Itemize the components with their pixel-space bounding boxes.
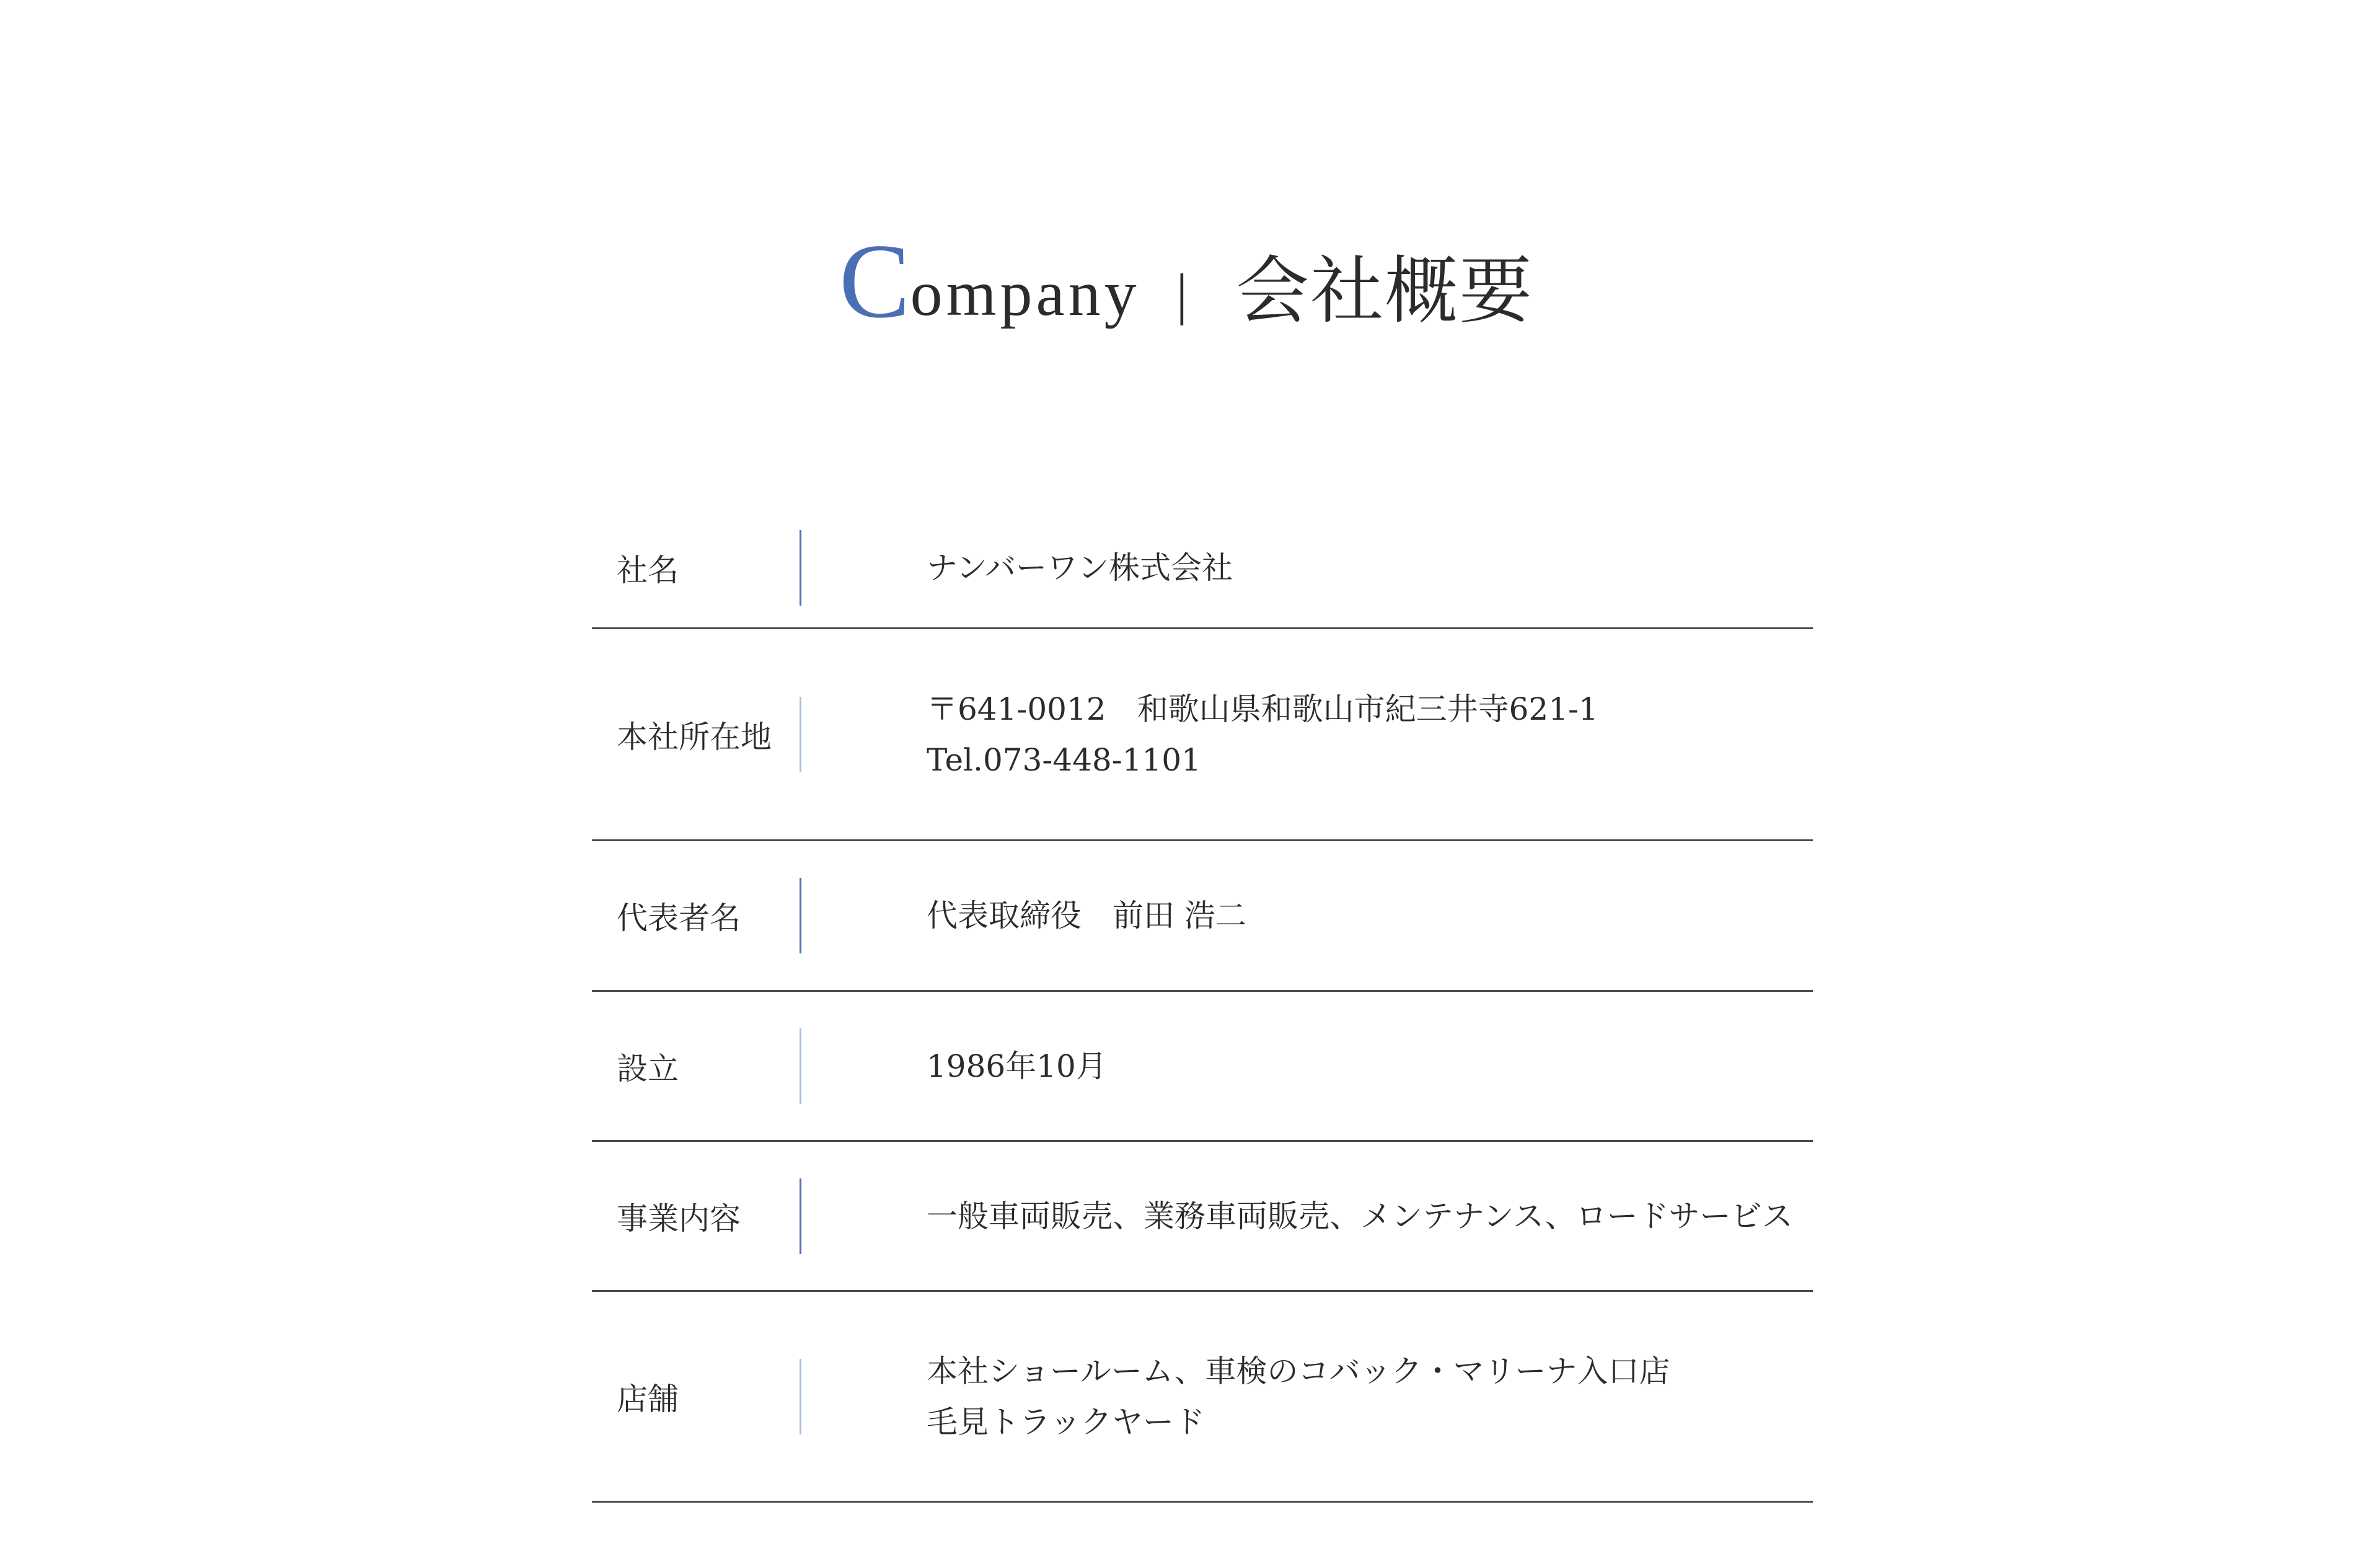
row-representative <box>592 841 1813 992</box>
row-value-line: 1986年10月 <box>927 1048 1107 1084</box>
row-divider-line <box>800 1028 801 1104</box>
page-heading <box>0 211 2376 340</box>
row-value <box>927 890 1246 941</box>
row-value <box>927 1191 1793 1242</box>
row-divider-line <box>800 878 801 953</box>
row-label: 設立 <box>617 1050 679 1087</box>
row-value-line: 本社ショールーム、車検のコバック・マリーナ入口店 <box>927 1353 1670 1389</box>
row-value-line: Tel.073-448-1101 <box>927 741 1201 778</box>
row-value-line: 〒641-0012 和歌山県和歌山市紀三井寺621-1 <box>927 691 1598 727</box>
row-value <box>927 684 1598 785</box>
row-value <box>927 542 1233 593</box>
row-business <box>592 1142 1813 1292</box>
row-divider-line <box>800 530 801 606</box>
row-established <box>592 992 1813 1142</box>
row-value <box>927 1346 1670 1447</box>
row-label: 事業内容 <box>617 1200 741 1237</box>
row-divider-line <box>800 1359 801 1434</box>
row-value-line: ナンバーワン株式会社 <box>927 550 1233 586</box>
heading-initial: C <box>839 223 910 340</box>
heading-japanese: 会社概要 <box>1236 248 1534 334</box>
row-value-line: 一般車両販売、業務車両販売、メンテナンス、ロードサービス <box>927 1198 1793 1234</box>
row-headquarters <box>592 629 1813 841</box>
row-divider-line <box>800 697 801 772</box>
heading-divider: | <box>1176 262 1188 325</box>
row-value <box>927 1041 1107 1092</box>
row-label: 社名 <box>617 552 679 588</box>
row-label: 店舗 <box>617 1381 679 1417</box>
row-label: 本社所在地 <box>617 718 772 755</box>
row-value-line: 代表取締役 前田 浩二 <box>927 898 1246 934</box>
row-divider-line <box>800 1178 801 1254</box>
row-stores <box>592 1292 1813 1503</box>
row-company-name <box>592 508 1813 629</box>
heading-english: ompany <box>910 258 1140 329</box>
row-value-line: 毛見トラックヤード <box>927 1403 1205 1440</box>
row-label: 代表者名 <box>617 900 741 936</box>
company-info-table <box>592 508 1813 1503</box>
